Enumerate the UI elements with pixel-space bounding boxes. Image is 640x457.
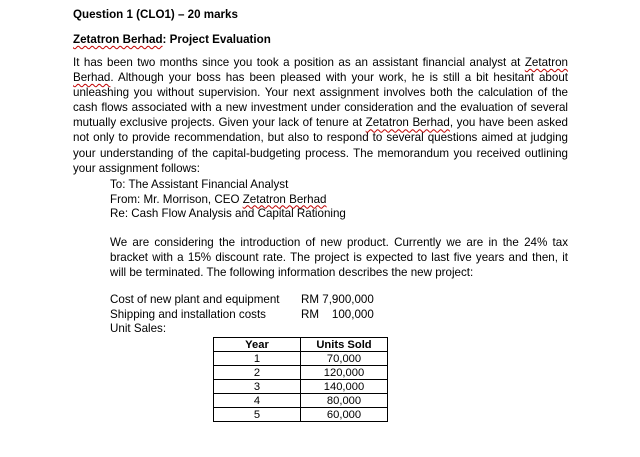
section-title (73, 33, 271, 47)
cost-label: Cost of new plant and equipment (110, 293, 280, 306)
intro-text-3: , you have been asked not only to provide recommendation, but also to respond to several questions aimed at judging your understanding of the capital-budgeting process. The memorandum you received outlining your assignment follows: (73, 116, 568, 175)
intro-company-1: Zetatron Berhad (73, 56, 568, 85)
section-title-rest: : Project Evaluation (162, 33, 271, 46)
unit-sales-table (213, 337, 388, 422)
table-row (214, 366, 388, 380)
year-cell: 1 (214, 352, 301, 366)
units-cell: 140,000 (301, 380, 388, 394)
question-title: Question 1 (CLO1) – 20 marks (73, 8, 238, 21)
table-row (214, 394, 388, 408)
intro-paragraph (73, 55, 568, 176)
memo-from-prefix: From: Mr. Morrison, CEO (110, 192, 243, 206)
units-cell: 70,000 (301, 352, 388, 366)
intro-text-2: . Although your boss has been pleased with your work, he is still a bit hesitant about unleashing you without supervision. Your next assignment involves both the calculation of the cash flows associated with a new investment under consideration and the evaluation of several mutually exclusive projects. Given your lack of tenure at (73, 71, 568, 130)
units-cell: 80,000 (301, 394, 388, 408)
memo-from (110, 193, 346, 208)
intro-text-1: It has been two months since you took a position as an assistant financial analyst at (73, 56, 525, 69)
project-paragraph: We are considering the introduction of new product. Currently we are in the 24% tax bracket with a 15% discount rate. The project is expected to last five years and then, it will be terminated. The following information describes the new project: (110, 236, 568, 280)
table-row (214, 380, 388, 394)
year-cell: 4 (214, 394, 301, 408)
units-sold-header: Units Sold (301, 338, 388, 352)
intro-company-2: Zetatron Berhad (365, 116, 450, 130)
table-row (214, 352, 388, 366)
cost-label: Shipping and installation costs (110, 307, 266, 321)
units-cell: 60,000 (301, 408, 388, 422)
table-header-row (214, 338, 388, 352)
cost-value: RM 100,000 (301, 307, 374, 321)
memo-from-company: Zetatron Berhad (242, 192, 327, 206)
year-cell: 3 (214, 380, 301, 394)
cost-value: RM 7,900,000 (301, 293, 374, 306)
memo-to: To: The Assistant Financial Analyst (110, 178, 289, 191)
memo-header (110, 178, 346, 222)
memo-re: Re: Cash Flow Analysis and Capital Rationing (110, 207, 346, 220)
year-header: Year (214, 338, 301, 352)
table-row (214, 408, 388, 422)
year-cell: 2 (214, 366, 301, 380)
company-name: Zetatron Berhad (73, 33, 163, 46)
year-cell: 5 (214, 408, 301, 422)
unit-sales-label: Unit Sales: (110, 322, 167, 336)
units-cell: 120,000 (301, 366, 388, 380)
